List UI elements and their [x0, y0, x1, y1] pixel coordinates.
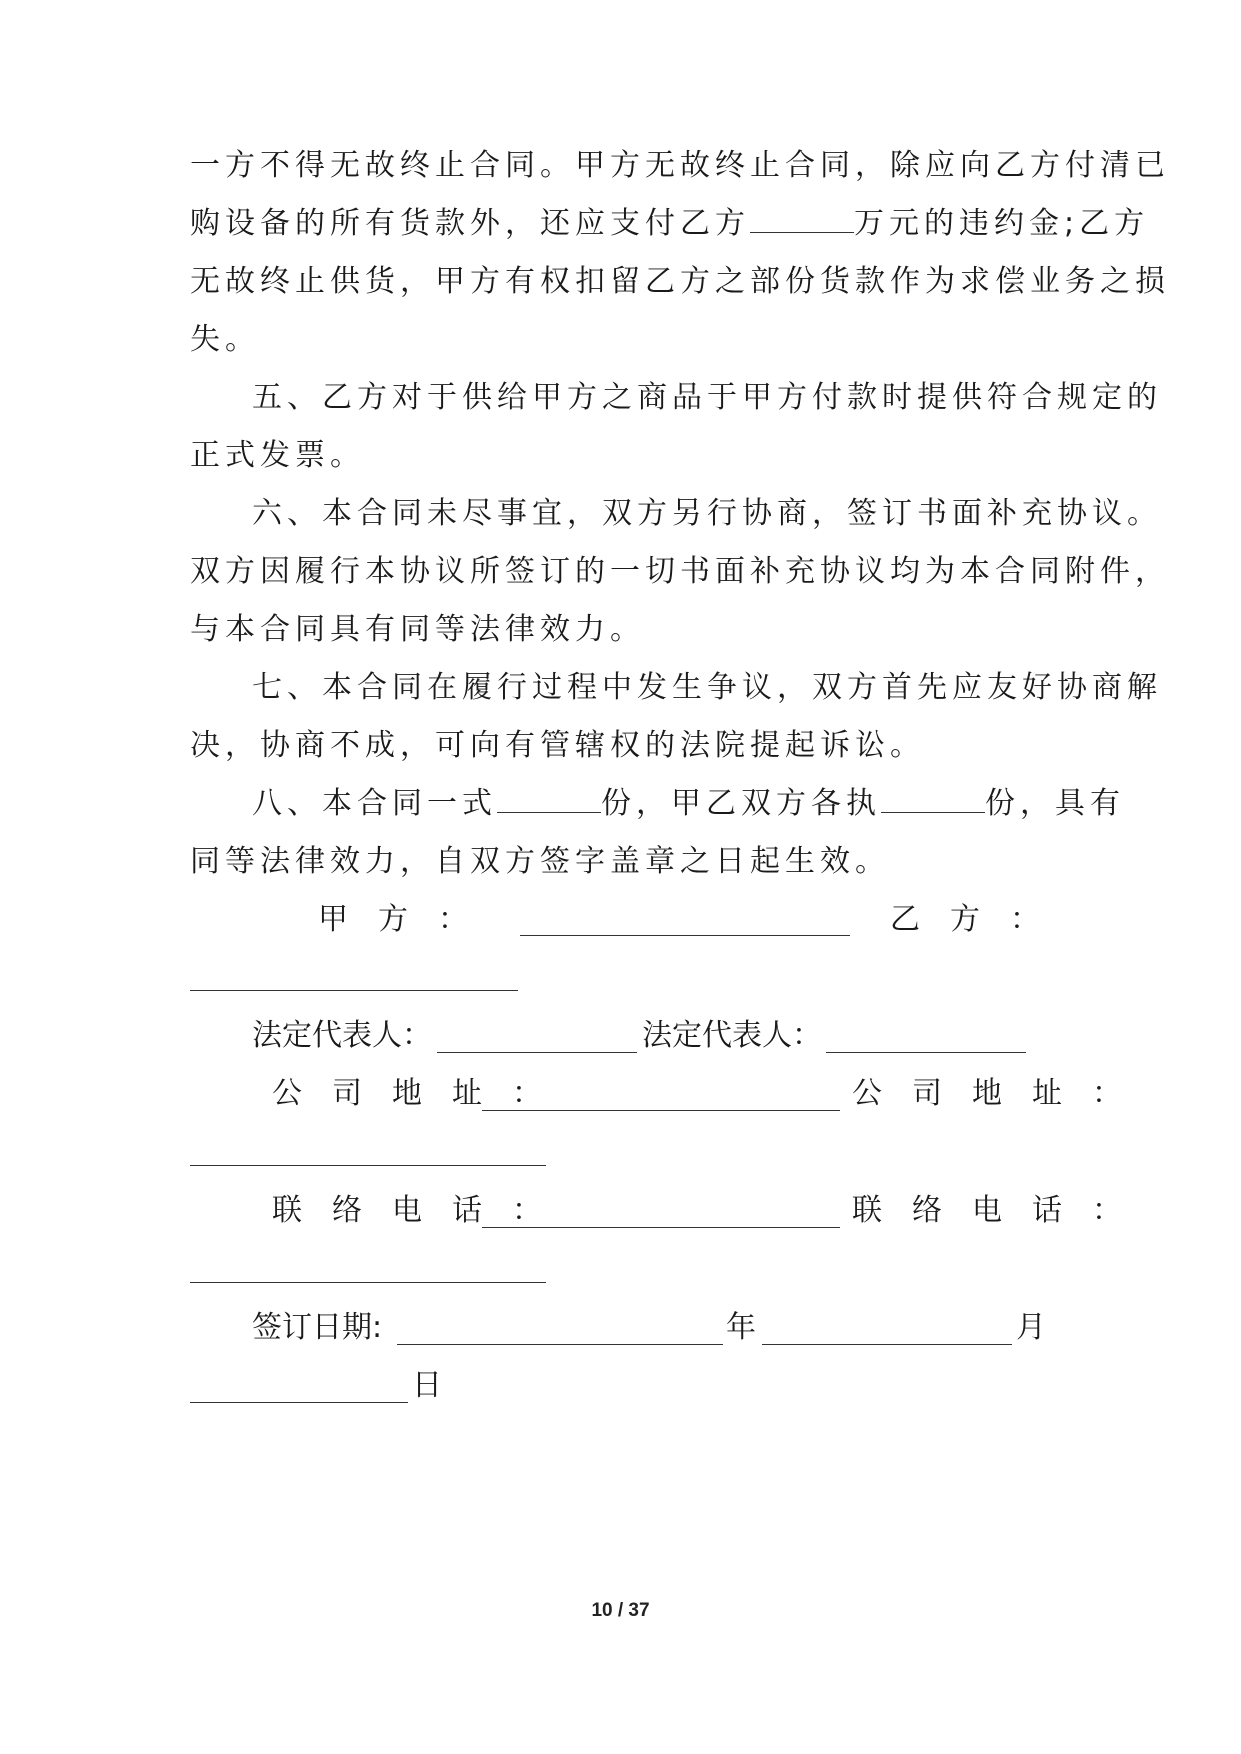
paragraph-line	[252, 668, 1162, 708]
rep-b-line[interactable]	[826, 1052, 1026, 1053]
phone-b-label: 联 络 电 话 ：	[852, 1193, 1122, 1228]
paragraph-line	[190, 436, 365, 476]
addr-a-label: 公 司 地 址 ：	[272, 1076, 542, 1111]
year-label: 年	[726, 1310, 756, 1345]
text: 六、本合同未尽事宜，双方另行协商，签订书面补充协议。	[252, 496, 1162, 531]
month-label: 月	[1016, 1310, 1046, 1345]
text: 同等法律效力，自双方签字盖章之日起生效。	[190, 844, 890, 879]
text: 份，具有	[985, 786, 1125, 821]
text: 八、本合同一式	[252, 786, 497, 821]
text: 七、本合同在履行过程中发生争议，双方首先应友好协商解	[252, 670, 1162, 705]
rep-b-label: 法定代表人：	[642, 1018, 822, 1053]
month-line[interactable]	[762, 1344, 1012, 1345]
paragraph-line	[252, 494, 1162, 534]
paragraph-line	[190, 320, 260, 360]
text: 一方不得无故终止合同。甲方无故终止合同，除应向乙方付清已	[190, 148, 1170, 183]
paragraph-line	[190, 726, 925, 766]
paragraph-line	[190, 262, 1170, 302]
phone-a-label: 联 络 电 话 ：	[272, 1193, 542, 1228]
fill-blank[interactable]	[497, 784, 601, 813]
date-label: 签订日期:	[252, 1310, 383, 1345]
party-a-label: 甲 方 ：	[318, 902, 468, 937]
text: 五、乙方对于供给甲方之商品于甲方付款时提供符合规定的	[252, 380, 1162, 415]
text: 万元的违约金;乙方	[854, 206, 1150, 241]
text: 份，甲乙双方各执	[601, 786, 881, 821]
text: 双方因履行本协议所签订的一切书面补充协议均为本合同附件，	[190, 554, 1170, 589]
party-a-line[interactable]	[520, 935, 850, 936]
phone-a-line[interactable]	[482, 1227, 840, 1228]
rep-a-label: 法定代表人：	[252, 1018, 432, 1053]
day-label: 日	[412, 1368, 442, 1403]
fill-blank[interactable]	[750, 204, 854, 233]
text: 决，协商不成，可向有管辖权的法院提起诉讼。	[190, 728, 925, 763]
year-line[interactable]	[397, 1344, 723, 1345]
paragraph-line	[190, 146, 1170, 186]
text: 失。	[190, 322, 260, 357]
text: 正式发票。	[190, 438, 365, 473]
fill-blank[interactable]	[881, 784, 985, 813]
addr-b-label: 公 司 地 址 ：	[852, 1076, 1122, 1111]
paragraph-line	[252, 378, 1162, 418]
page-number: 10 / 37	[591, 1600, 650, 1621]
paragraph-line	[190, 610, 645, 650]
paragraph-line	[190, 204, 1149, 244]
addr-b-line[interactable]	[190, 1165, 546, 1166]
text: 与本合同具有同等法律效力。	[190, 612, 645, 647]
party-b-label: 乙 方 ：	[890, 902, 1040, 937]
paragraph-line	[190, 552, 1170, 592]
rep-a-line[interactable]	[437, 1052, 637, 1053]
phone-b-line[interactable]	[190, 1282, 546, 1283]
paragraph-line	[252, 784, 1125, 824]
day-line[interactable]	[190, 1402, 408, 1403]
addr-a-line[interactable]	[482, 1110, 840, 1111]
party-b-line[interactable]	[190, 990, 518, 991]
text: 无故终止供货，甲方有权扣留乙方之部份货款作为求偿业务之损	[190, 264, 1170, 299]
paragraph-line	[190, 842, 890, 882]
text: 购设备的所有货款外，还应支付乙方	[190, 206, 750, 241]
